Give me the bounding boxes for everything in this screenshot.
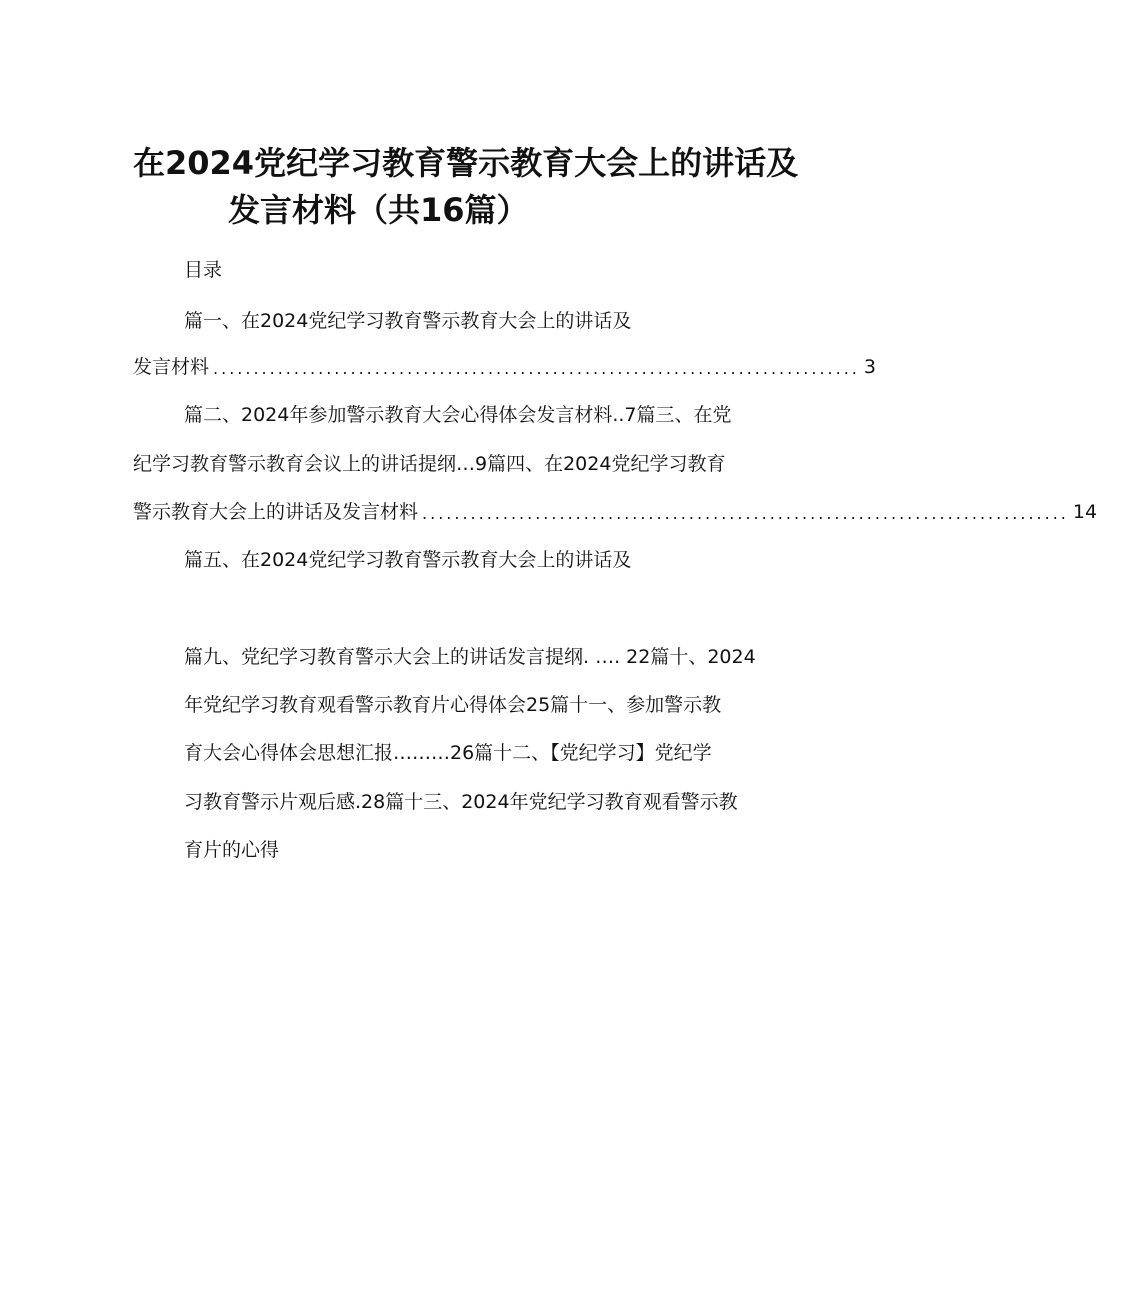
toc-entry-3: 纪学习教育警示教育会议上的讲话提纲…9篇四、在2024党纪学习教育 <box>133 453 726 475</box>
toc-page-number: 14 <box>1072 501 1098 523</box>
toc-entry-text: 警示教育大会上的讲话及发言材料 <box>133 501 419 523</box>
toc-entry-12: 习教育警示片观后感.28篇十三、2024年党纪学习教育观看警示教 <box>184 791 738 813</box>
toc-heading: 目录 <box>184 259 223 281</box>
toc-entry-5: 篇五、在2024党纪学习教育警示教育大会上的讲话及 <box>184 549 632 571</box>
toc-leader-dots: ................................................................................ <box>213 359 860 378</box>
toc-entry-10: 年党纪学习教育观看警示教育片心得体会25篇十一、参加警示教 <box>184 694 722 716</box>
toc-entry-4-cont <box>133 500 1098 524</box>
toc-entry-13: 育片的心得 <box>184 839 280 861</box>
toc-leader-dots: ................................................................................ <box>422 504 1069 523</box>
document-title-line-1: 在2024党纪学习教育警示教育大会上的讲话及 <box>133 144 799 182</box>
toc-entry-2: 篇二、2024年参加警示教育大会心得体会发言材料..7篇三、在党 <box>184 404 732 426</box>
toc-entry-1: 篇一、在2024党纪学习教育警示教育大会上的讲话及 <box>184 310 632 332</box>
toc-entry-11: 育大会心得体会思想汇报………26篇十二、【党纪学习】党纪学 <box>184 742 712 764</box>
toc-entry-9: 篇九、党纪学习教育警示大会上的讲话发言提纲. …. 22篇十、2024 <box>184 646 756 668</box>
toc-entry-text: 发言材料 <box>133 356 210 378</box>
toc-entry-1-cont <box>133 355 876 379</box>
document-title-line-2: 发言材料（共16篇） <box>228 191 529 229</box>
toc-page-number: 3 <box>863 356 876 378</box>
